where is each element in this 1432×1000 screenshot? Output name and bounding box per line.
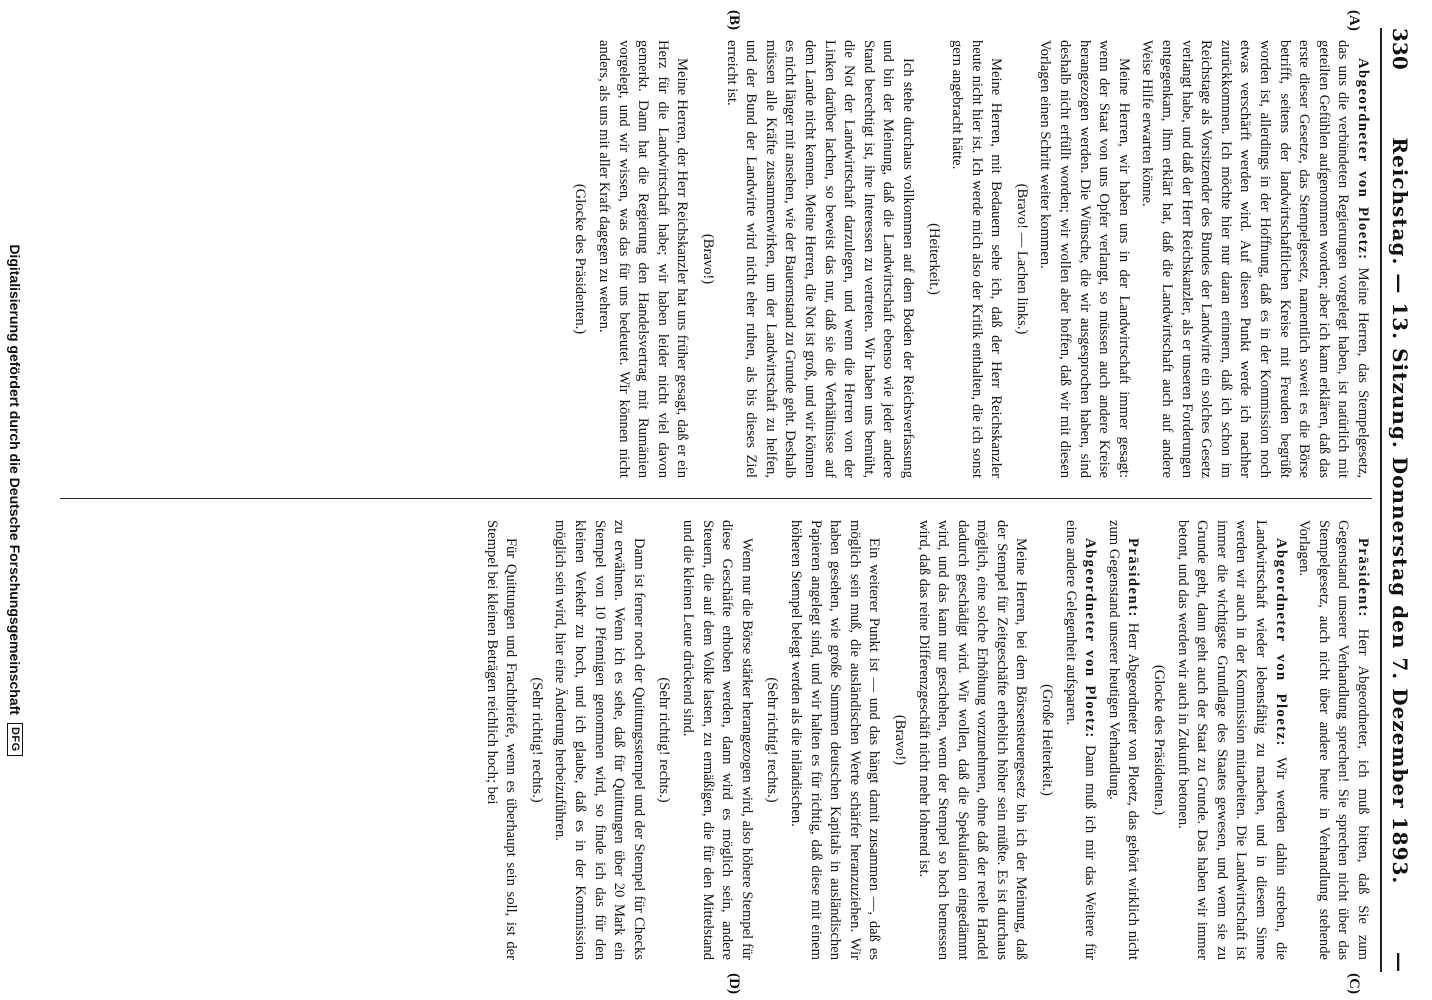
body-paragraph: Wenn nur die Börse stärker herangezogen wird, also höhere Stempel für diese Geschäfte erhoben werden, dann wird es möglich sein, andere Steuern, die auf dem Volke lasten, zu ermäßigen, die für den Mittelstand und die kleinen Leute drückend sind. — [680, 520, 755, 960]
margin-marker-d: (D) — [726, 973, 742, 994]
credit-text: Digitalisierung gefördert durch die Deutsche Forschungsgemeinschaft — [7, 244, 23, 715]
digitization-credit — [0, 0, 30, 1000]
speech-paragraph — [1103, 520, 1142, 960]
speaker-name: Abgeordneter von Ploetz: — [1082, 538, 1099, 739]
speech-text: Wir werden dahin streben, die Landwirtschaft wieder lebensfähig zu machen, und in diesem Sinne werden wir auch in der Kommission mitarbeiten. Die Landwirtschaft ist immer die wichtigste Grundlage des Staates gewesen, und wenn sie zu Grunde geht, dann geht auch der Staat zu Grunde. Das haben wir immer betont, und das werden wir auch in Zukunft betonen. — [1174, 520, 1289, 960]
speech-paragraph — [1137, 40, 1372, 478]
stage-direction: (Sehr richtig! rechts.) — [764, 677, 781, 803]
speaker-name: Abgeordneter von Ploetz: — [1272, 538, 1289, 747]
margin-marker-a: (A) — [1346, 10, 1362, 31]
stage-direction: (Große Heiterkeit.) — [1039, 684, 1056, 796]
stage-direction: (Sehr richtig! rechts.) — [528, 677, 545, 803]
margin-marker-b: (B) — [726, 10, 742, 30]
page-number: 330 — [1388, 28, 1412, 70]
stage-direction: (Bravo!) — [891, 714, 908, 766]
body-paragraph: Ich stehe durchaus vollkommen auf dem Boden der Reichsverfassung und bin der Meinung, daß die Landwirtschaft ebenso wie jeder andere Stand berechtigt ist, ihre Interessen zu vertreten. Wir haben uns bemüht, die Not der Landwirtschaft darzulegen, und wenn die Herren von der Linken darüber lachen, so beweist das nur, daß sie die Verhältnisse auf dem Lande nicht kennen. Meine Herren, die Not ist groß, und wir können es nicht länger mit ansehen, wie der Bauernstand zu Grunde geht. Deshalb müssen alle Kräfte zusammenwirken, um der Landwirtschaft zu helfen, und der Bund der Landwirte wird nicht eher ruhen, als bis dieses Ziel erreicht ist. — [723, 40, 916, 478]
speech-paragraph — [1060, 520, 1099, 960]
dfg-logo: DFG — [7, 723, 23, 756]
speaker-name: Präsident: — [1355, 538, 1371, 618]
body-paragraph: Ein weiterer Punkt ist — und das hängt damit zusammen —, daß es möglich sein muß, die ausländischen Werte schärfer heranzuziehen. Wir haben gesehen, wie große Summen deutschen Kapitals in ausländischen Papieren angelegt sind, und wir halten es für richtig, daß diese mit einem höheren Stempel belegt werden als die inländischen. — [787, 520, 883, 960]
body-paragraph: Meine Herren, wir haben uns in der Landwirtschaft immer gesagt: wenn der Staat von uns Opfer verlangt, so müssen auch andere Kreise herangezogen werden. Die Wünsche, die wir ausgesprochen haben, sind deshalb nicht erfüllt worden; wir wollen aber hoffen, daß wir mit diesen Vorlagen einen Schritt weiter kommen. — [1037, 40, 1132, 478]
stage-direction: (Sehr richtig! rechts.) — [656, 677, 673, 803]
body-paragraph: Für Quittungen und Frachtbriefe, wenn es überhaupt sein soll, ist der Stempel bei kleinen Beträgen reichlich hoch; bei — [483, 520, 520, 960]
page-header — [1380, 28, 1418, 972]
body-paragraph: Meine Herren, mit Bedauern sehe ich, daß der Herr Reichskanzler heute nicht hier ist. Ich werde mich also der Kritik enthalten, die ich sonst gern angebracht hätte. — [949, 40, 1005, 478]
speech-text: Meine Herren, das Stempelgesetz, das uns die verbündeten Regierungen vorgelegt haben, ist natürlich mit geteilten Gefühlen aufgenommen worden; aber ich kann erklären, daß das erste dieser Gesetze, das Stempelgesetz, namentlich soweit es die Börse betrifft, seitens der landwirtschaftlichen Kreise mit Freuden begrüßt worden ist, allerdings in der Hoffnung, daß es in der Kommission noch etwas verschärft werden wird. Auf diesen Punkt werde ich nachher zurückkommen. Ich möchte hier nur daran erinnern, daß ich schon im Reichstage als Vorsitzender des Bundes der Landwirte ein solches Gesetz verlangt habe, und daß der Herr Reichskanzler, als er unseren Forderungen entgegenkam, ihm erklärt hat, daß die Landwirtschaft auch auf andere Weise Hilfe erwarten könne. — [1139, 40, 1371, 478]
body-paragraph: Dann ist ferner noch der Quittungsstempel und der Stempel für Checks zu erwähnen. Wenn ich es sehe, daß für Quittungen über 20 Mark ein Stempel von 10 Pfennigen genommen wird, so finde ich das für den kleinen Verkehr zu hoch, und ich glaube, daß es in der Kommission möglich sein wird, hier eine Änderung herbeizuführen. — [552, 520, 647, 960]
right-column — [40, 520, 1372, 960]
speech-paragraph — [1294, 520, 1372, 960]
column-divider — [60, 498, 1372, 499]
stage-direction: (Glocke des Präsidenten.) — [572, 183, 589, 335]
margin-marker-c: (C) — [1346, 973, 1362, 994]
left-column — [40, 40, 1372, 478]
speaker-name: Präsident: — [1125, 538, 1142, 618]
header-right-mark: — — [1388, 951, 1412, 972]
speech-text: Herr Abgeordneter von Ploetz, das gehört wirklich nicht zum Gegenstand unserer heutigen Verhandlung. — [1105, 520, 1142, 960]
body-paragraph: Meine Herren, bei dem Börsensteuergesetz bin ich der Meinung, daß der Stempel für Zeitgeschäfte erheblich höher sein müßte. Es ist durchaus möglich, eine solche Erhöhung vorzunehmen, ohne daß der reelle Handel dadurch geschädigt wird. Wir wollen, daß die Spekulation eingedämmt wird, und das kann nur geschehen, wenn der Stempel so hoch bemessen wird, daß das reine Differenzgeschäft nicht mehr lohnend ist. — [915, 520, 1030, 960]
stage-direction: (Heiterkeit.) — [925, 223, 942, 295]
speech-paragraph — [1172, 520, 1290, 960]
body-paragraph: Meine Herren, der Herr Reichskanzler hat uns früher gesagt, daß er ein Herz für die Landwirtschaft habe; wir haben leider nicht viel davon gemerkt. Dann hat die Regierung den Handelsvertrag mit Rumänien vorgelegt, und wir wissen, was das für uns bedeutet. Wir können nicht anders, als uns mit aller Kraft dagegen zu wehren. — [596, 40, 691, 478]
stage-direction: (Glocke des Präsidenten.) — [1151, 664, 1168, 816]
stage-direction: (Bravo! — Lachen links.) — [1013, 183, 1030, 335]
speech-text: Herr Abgeordneter, ich muß bitten, daß Sie zum Gegenstand unserer Verhandlung sprechen! Sie sprechen nicht über das Stempelgesetz, auch nicht über andere heute in Verhandlung stehende Vorlagen. — [1296, 520, 1371, 960]
stage-direction: (Bravo!) — [700, 233, 716, 285]
speaker-name: Abgeordneter von Ploetz: — [1355, 58, 1371, 261]
page-title: Reichstag. — 13. Sitzung. Donnerstag den 7. Dezember 1893. — [1388, 137, 1412, 885]
speech-text: Dann muß ich mir das Weitere für eine andere Gelegenheit aufsparen. — [1062, 520, 1099, 960]
